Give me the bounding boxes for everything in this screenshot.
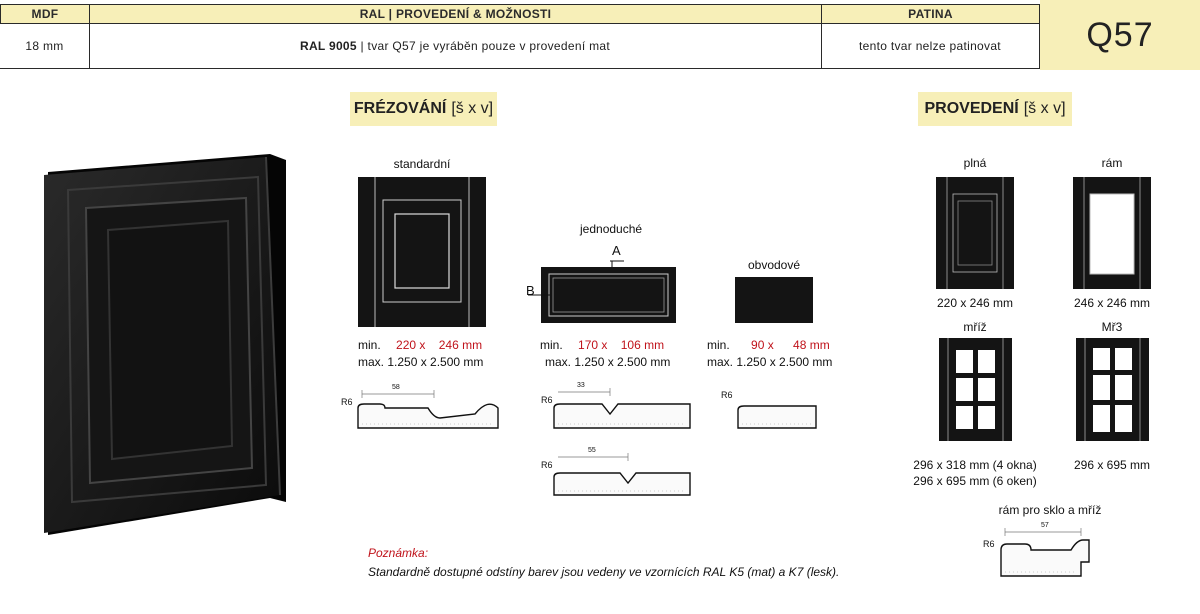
- edge-min-width: 90 x: [751, 338, 774, 352]
- edge-min-prefix: min.: [707, 338, 730, 352]
- simple-profile1-radius: R6: [541, 395, 553, 405]
- simple-min-height: 106 mm: [620, 338, 665, 352]
- mdf-value: 18 mm: [0, 24, 90, 69]
- edge-max: max. 1.250 x 2.500 mm: [707, 355, 833, 369]
- glass-frame-profile: [985, 520, 1105, 580]
- standard-min: [358, 338, 482, 352]
- glass-frame-label: rám pro sklo a mříž: [998, 503, 1102, 517]
- simple-profile2-radius: R6: [541, 460, 553, 470]
- ral-value: [89, 24, 822, 69]
- standard-door-drawing: [358, 177, 486, 327]
- frame-label: rám: [1101, 156, 1123, 170]
- milling-title: [350, 92, 497, 126]
- simple-profile-2: [540, 447, 700, 497]
- simple-max: max. 1.250 x 2.500 mm: [545, 355, 671, 369]
- full-door-drawing: [936, 177, 1014, 289]
- standard-min-width: 220 x: [396, 338, 426, 352]
- execution-title-unit: [š x v]: [1023, 100, 1066, 117]
- simple-label: jednoduché: [580, 222, 643, 236]
- grid-door-drawing: [939, 338, 1012, 441]
- simple-door-drawing: [520, 255, 676, 327]
- standard-profile-radius: R6: [341, 397, 353, 407]
- standard-profile: [340, 380, 500, 430]
- simple-min-width: 170 x: [578, 338, 608, 352]
- standard-max: max. 1.250 x 2.500 mm: [358, 355, 484, 369]
- execution-title-bold: PROVEDENÍ: [924, 100, 1019, 117]
- patina-value: tento tvar nelze patinovat: [821, 24, 1040, 69]
- edge-door-drawing: [735, 277, 813, 323]
- simple-min: [540, 338, 664, 352]
- header-mdf: MDF: [0, 4, 90, 24]
- milling-title-bold: FRÉZOVÁNÍ: [353, 100, 447, 117]
- glass-frame-dim: 57: [1041, 522, 1049, 529]
- standard-min-prefix: min.: [358, 338, 381, 352]
- standard-min-height: 246 mm: [438, 338, 483, 352]
- grid3-door-drawing: [1076, 338, 1149, 441]
- milling-title-unit: [š x v]: [451, 100, 494, 117]
- simple-profile2-dim: 55: [588, 447, 596, 454]
- header-patina: PATINA: [821, 4, 1040, 24]
- note-title: Poznámka:: [368, 546, 429, 560]
- standard-label: standardní: [393, 157, 451, 171]
- simple-profile1-dim: 33: [577, 382, 585, 389]
- simple-min-prefix: min.: [540, 338, 563, 352]
- grid3-label: Mř3: [1101, 320, 1123, 334]
- execution-title: [918, 92, 1072, 126]
- ral-description: | tvar Q57 je vyráběn pouze v provedení mat: [356, 39, 610, 53]
- full-label: plná: [963, 156, 987, 170]
- door-photo: [38, 150, 288, 545]
- simple-marker-a: A: [612, 243, 621, 258]
- glass-frame-radius: R6: [983, 539, 995, 549]
- edge-min: [707, 338, 830, 352]
- edge-profile: [720, 390, 830, 430]
- ral-code: RAL 9005: [300, 39, 357, 53]
- frame-size: 246 x 246 mm: [1073, 296, 1151, 310]
- frame-door-drawing: [1073, 177, 1151, 289]
- grid-label: mříž: [963, 320, 987, 334]
- simple-marker-b: B: [526, 283, 535, 298]
- header-ral: RAL | PROVEDENÍ & MOŽNOSTI: [89, 4, 822, 24]
- edge-min-height: 48 mm: [793, 338, 830, 352]
- grid3-size: 296 x 695 mm: [1073, 458, 1151, 472]
- grid-size-4: 296 x 318 mm (4 okna): [913, 458, 1037, 472]
- standard-profile-dim: 58: [392, 384, 400, 391]
- product-code: Q57: [1040, 0, 1200, 70]
- grid-size-6: 296 x 695 mm (6 oken): [913, 474, 1037, 488]
- edge-profile-radius: R6: [721, 390, 733, 400]
- edge-label: obvodové: [747, 258, 801, 272]
- full-size: 220 x 246 mm: [936, 296, 1014, 310]
- note-text: Standardně dostupné odstíny barev jsou vedeny ve vzornících RAL K5 (mat) a K7 (lesk).: [368, 565, 840, 579]
- simple-profile-1: [540, 380, 700, 430]
